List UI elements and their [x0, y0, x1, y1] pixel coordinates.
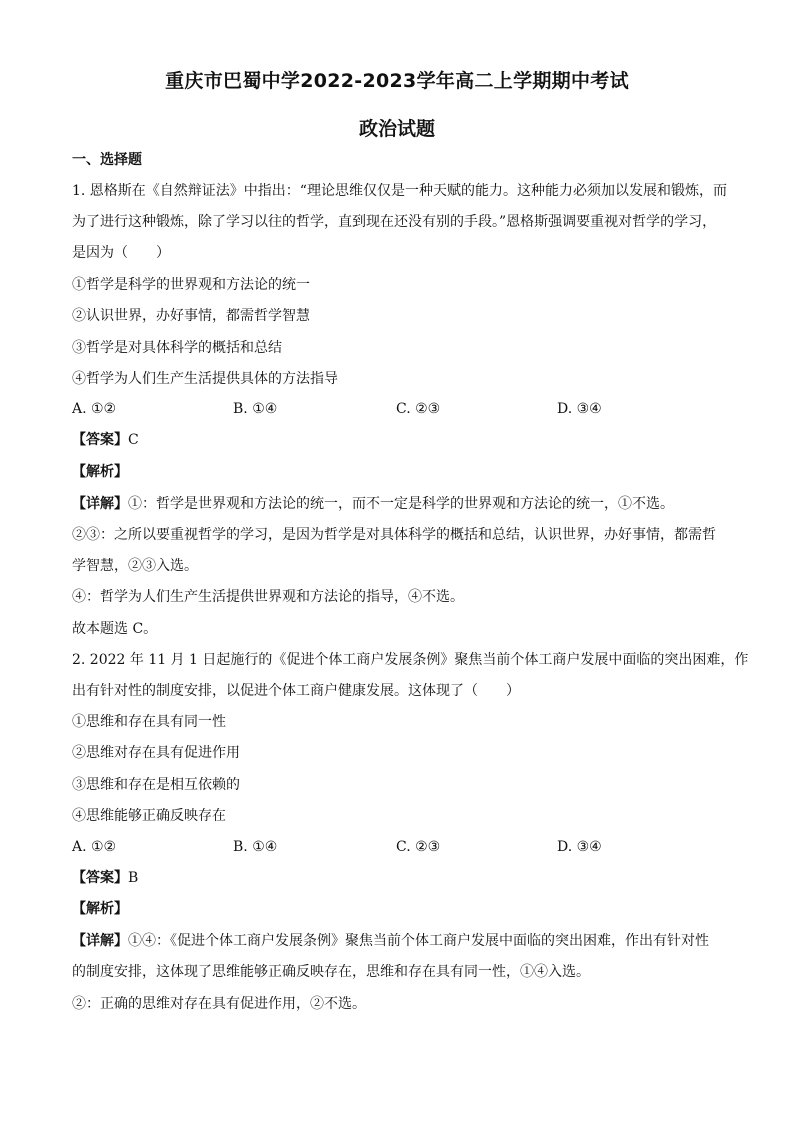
- document-subtitle: 政治试题: [358, 118, 435, 140]
- q2-item-2: ②思维对存在具有促进作用: [72, 745, 240, 761]
- q2-item-3: ③思维和存在是相互依赖的: [72, 777, 240, 793]
- q1-stem-line-1: 1. 恩格斯在《自然辩证法》中指出：“理论思维仅仅是一种天赋的能力。这种能力必须加以发展和锻炼，而: [72, 183, 727, 199]
- q1-conclusion: 故本题选 C。: [72, 621, 158, 637]
- section-heading: 一、选择题: [72, 152, 142, 168]
- q1-option-d: D. ③④: [557, 401, 602, 417]
- document-title: 重庆市巴蜀中学2022-2023学年高二上学期期中考试: [165, 70, 629, 92]
- q1-answer: [72, 430, 139, 450]
- q1-item-1: ①哲学是科学的世界观和方法论的统一: [72, 277, 310, 293]
- q2-option-a: A. ①②: [72, 839, 117, 855]
- q1-detail-line-4: ④：哲学为人们生产生活提供世界观和方法论的指导，④不选。: [72, 589, 464, 605]
- q1-option-c: C. ②③: [396, 401, 441, 417]
- q2-stem-line-2: 出有针对性的制度安排，以促进个体工商户健康发展。这体现了（ ）: [72, 683, 520, 699]
- q2-answer-tag: 【答案】: [72, 870, 128, 886]
- q1-stem-line-3: 是因为（ ）: [72, 245, 170, 261]
- q1-item-2: ②认识世界，办好事情，都需哲学智慧: [72, 308, 310, 324]
- q1-detail-line-3: 学智慧，②③入选。: [72, 558, 198, 574]
- q2-detail-line-1: [72, 931, 709, 951]
- q2-item-1: ①思维和存在具有同一性: [72, 714, 226, 730]
- q2-answer: [72, 868, 138, 888]
- q2-detail-line-2: 的制度安排，这体现了思维能够正确反映存在，思维和存在具有同一性，①④入选。: [72, 964, 590, 980]
- q2-detail-line-3: ②：正确的思维对存在具有促进作用，②不选。: [72, 996, 366, 1012]
- q2-detail-text-1: ①④：《促进个体工商户发展条例》聚焦当前个体工商户发展中面临的突出困难，作出有针对性: [128, 933, 709, 949]
- q2-item-4: ④思维能够正确反映存在: [72, 808, 226, 824]
- q1-item-4: ④哲学为人们生产生活提供具体的方法指导: [72, 371, 338, 387]
- q1-detail-tag: 【详解】: [72, 496, 128, 512]
- q2-option-d: D. ③④: [557, 839, 602, 855]
- q1-analysis-tag: 【解析】: [72, 464, 128, 480]
- q1-option-a: A. ①②: [72, 401, 117, 417]
- q2-stem-line-1: 2. 2022 年 11 月 1 日起施行的《促进个体工商户发展条例》聚焦当前个体工商户发展中面临的突出困难，作: [72, 652, 749, 668]
- q1-detail-line-1: [72, 494, 674, 514]
- q1-detail-text-1: ①：哲学是世界观和方法论的统一，而不一定是科学的世界观和方法论的统一，①不选。: [128, 496, 674, 512]
- q1-detail-line-2: ②③：之所以要重视哲学的学习，是因为哲学是对具体科学的概括和总结，认识世界，办好事情，都需哲: [72, 527, 716, 543]
- q1-option-b: B. ①④: [233, 401, 278, 417]
- q1-stem-line-2: 为了进行这种锻炼，除了学习以往的哲学，直到现在还没有别的手段。”恩格斯强调要重视对哲学的学习，: [72, 214, 717, 230]
- q2-detail-tag: 【详解】: [72, 933, 128, 949]
- q2-option-b: B. ①④: [233, 839, 278, 855]
- q2-analysis-tag: 【解析】: [72, 901, 128, 917]
- q2-option-c: C. ②③: [396, 839, 441, 855]
- q2-answer-value: B: [128, 870, 139, 886]
- q1-answer-tag: 【答案】: [72, 432, 128, 448]
- q1-answer-value: C: [128, 432, 139, 448]
- q1-item-3: ③哲学是对具体科学的概括和总结: [72, 340, 282, 356]
